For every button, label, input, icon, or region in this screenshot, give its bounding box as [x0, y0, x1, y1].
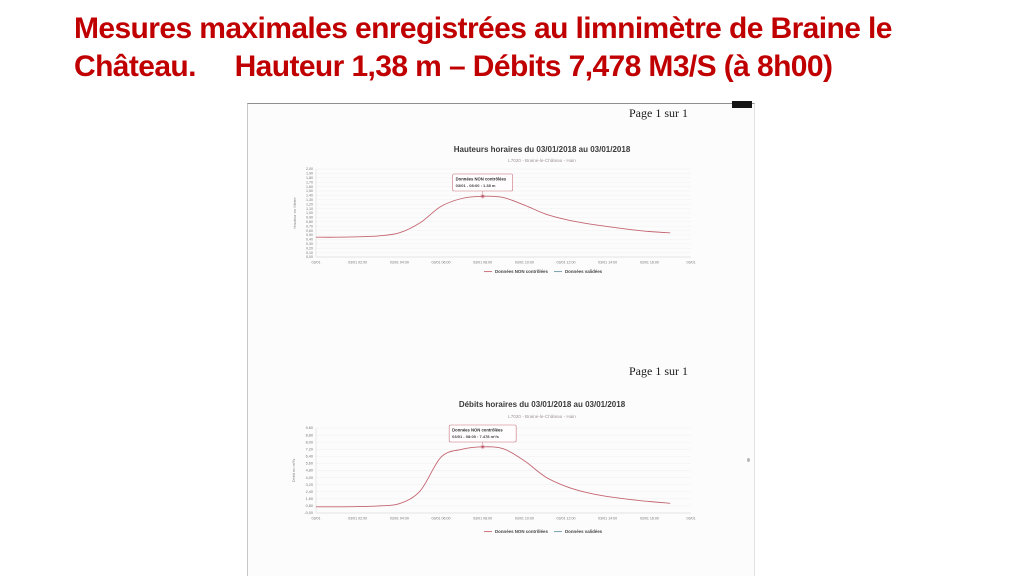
svg-text:1,80: 1,80	[306, 176, 313, 180]
svg-text:03/01 12:00: 03/01 12:00	[556, 516, 576, 521]
hauteurs-chart-host	[248, 140, 756, 280]
svg-text:03/01 02:00: 03/01 02:00	[348, 516, 368, 521]
chart-subtitle: L7020 - Braine-le-Château - Hain	[508, 158, 576, 163]
svg-text:03/01 02:00: 03/01 02:00	[348, 260, 368, 265]
svg-text:Données validées: Données validées	[565, 269, 603, 274]
svg-text:2,00: 2,00	[306, 167, 313, 172]
series-curve-non-controlees	[316, 196, 670, 237]
annotation-callout	[449, 425, 516, 444]
slide-title-line2: Château. Hauteur 1,38 m – Débits 7,478 M3/S (à 8h00)	[74, 50, 833, 83]
svg-text:0,00: 0,00	[306, 255, 313, 260]
svg-text:03/01 14:00: 03/01 14:00	[598, 260, 618, 265]
svg-text:0,60: 0,60	[306, 228, 313, 233]
svg-text:1,60: 1,60	[306, 184, 313, 189]
svg-text:03/01 06:00: 03/01 06:00	[431, 516, 451, 521]
svg-text:0,50: 0,50	[306, 233, 313, 238]
x-axis	[312, 517, 696, 521]
svg-text:Données NON contrôlées: Données NON contrôlées	[452, 427, 503, 433]
svg-text:-0,00: -0,00	[304, 511, 313, 516]
svg-text:4,00: 4,00	[305, 475, 313, 480]
svg-text:1,50: 1,50	[306, 189, 313, 194]
svg-text:03/01 16:00: 03/01 16:00	[639, 260, 659, 265]
svg-text:03/01 08:00: 03/01 08:00	[473, 516, 493, 521]
svg-text:Données NON contrôlées: Données NON contrôlées	[495, 529, 548, 534]
svg-text:0,70: 0,70	[306, 224, 313, 229]
legend	[484, 529, 603, 534]
svg-text:1,60: 1,60	[305, 497, 313, 502]
svg-text:1,20: 1,20	[306, 202, 313, 207]
svg-text:0,30: 0,30	[306, 242, 313, 246]
svg-text:03/01: 03/01	[686, 260, 696, 265]
scan-artifact	[747, 458, 750, 462]
svg-text:0,20: 0,20	[306, 246, 313, 251]
svg-text:0,80: 0,80	[306, 220, 313, 224]
svg-text:2,40: 2,40	[305, 489, 313, 494]
slide-title-line1: Mesures maximales enregistrées au limnimètre de Braine le	[74, 12, 892, 45]
svg-text:0,90: 0,90	[306, 215, 313, 220]
slide-title	[74, 10, 984, 86]
svg-text:1,10: 1,10	[306, 206, 313, 211]
svg-text:1,30: 1,30	[306, 198, 313, 202]
svg-text:03/01 12:00: 03/01 12:00	[556, 260, 576, 265]
svg-text:0,40: 0,40	[306, 237, 313, 242]
peak-marker	[482, 446, 484, 448]
x-axis	[312, 261, 696, 265]
debits-chart-host	[248, 394, 756, 544]
svg-text:Données validées: Données validées	[565, 529, 603, 534]
svg-text:03/01 - 08:00 : 1.38 m: 03/01 - 08:00 : 1.38 m	[455, 182, 496, 188]
scanned-report	[247, 103, 755, 576]
svg-text:Données NON contrôlées: Données NON contrôlées	[495, 269, 548, 274]
svg-text:6,40: 6,40	[305, 454, 313, 459]
scan-corner-mark	[732, 101, 752, 108]
svg-text:1,40: 1,40	[306, 193, 313, 198]
svg-text:03/01 10:00: 03/01 10:00	[514, 260, 534, 265]
svg-text:03/01 04:00: 03/01 04:00	[389, 516, 409, 521]
svg-text:0,10: 0,10	[306, 250, 313, 255]
svg-text:03/01: 03/01	[686, 516, 696, 521]
svg-text:7,20: 7,20	[305, 447, 313, 452]
series-curve-non-controlees	[316, 447, 670, 507]
chart-title: Hauteurs horaires du 03/01/2018 au 03/01/2018	[453, 145, 631, 154]
svg-text:03/01 14:00: 03/01 14:00	[598, 516, 618, 521]
y-axis-title: Débit en m³/s	[291, 458, 296, 483]
svg-text:03/01 - 08:00 : 7.478 m³/s: 03/01 - 08:00 : 7.478 m³/s	[452, 433, 499, 439]
svg-text:03/01: 03/01	[311, 516, 321, 521]
debits-chart	[248, 394, 756, 544]
svg-text:8,00: 8,00	[305, 440, 313, 445]
svg-text:1,90: 1,90	[306, 171, 313, 176]
y-axis-title: Hauteur en Mètre	[292, 197, 297, 229]
svg-text:0,80: 0,80	[305, 504, 313, 509]
page-number-bottom: Page 1 sur 1	[629, 364, 688, 378]
page-number-top: Page 1 sur 1	[629, 106, 688, 120]
svg-text:9,60: 9,60	[305, 426, 313, 431]
peak-marker	[482, 195, 484, 197]
chart-title: Débits horaires du 03/01/2018 au 03/01/2018	[458, 400, 626, 409]
svg-text:03/01 06:00: 03/01 06:00	[431, 260, 451, 265]
svg-text:03/01 04:00: 03/01 04:00	[389, 260, 409, 265]
svg-text:1,00: 1,00	[306, 211, 313, 216]
svg-text:03/01 10:00: 03/01 10:00	[514, 516, 534, 521]
hauteurs-chart	[248, 140, 756, 280]
svg-text:4,80: 4,80	[305, 468, 313, 473]
svg-text:Données NON contrôlées: Données NON contrôlées	[455, 176, 507, 182]
svg-text:1,70: 1,70	[306, 180, 313, 185]
svg-text:3,20: 3,20	[305, 482, 313, 487]
svg-text:03/01 16:00: 03/01 16:00	[639, 516, 659, 521]
svg-text:03/01 08:00: 03/01 08:00	[473, 260, 493, 265]
svg-text:5,60: 5,60	[305, 461, 313, 466]
svg-text:03/01: 03/01	[311, 260, 321, 265]
chart-subtitle: L7020 - Braine-le-Château - Hain	[508, 414, 576, 419]
annotation-callout	[453, 174, 513, 194]
legend	[484, 269, 603, 274]
svg-text:8,80: 8,80	[305, 433, 313, 438]
